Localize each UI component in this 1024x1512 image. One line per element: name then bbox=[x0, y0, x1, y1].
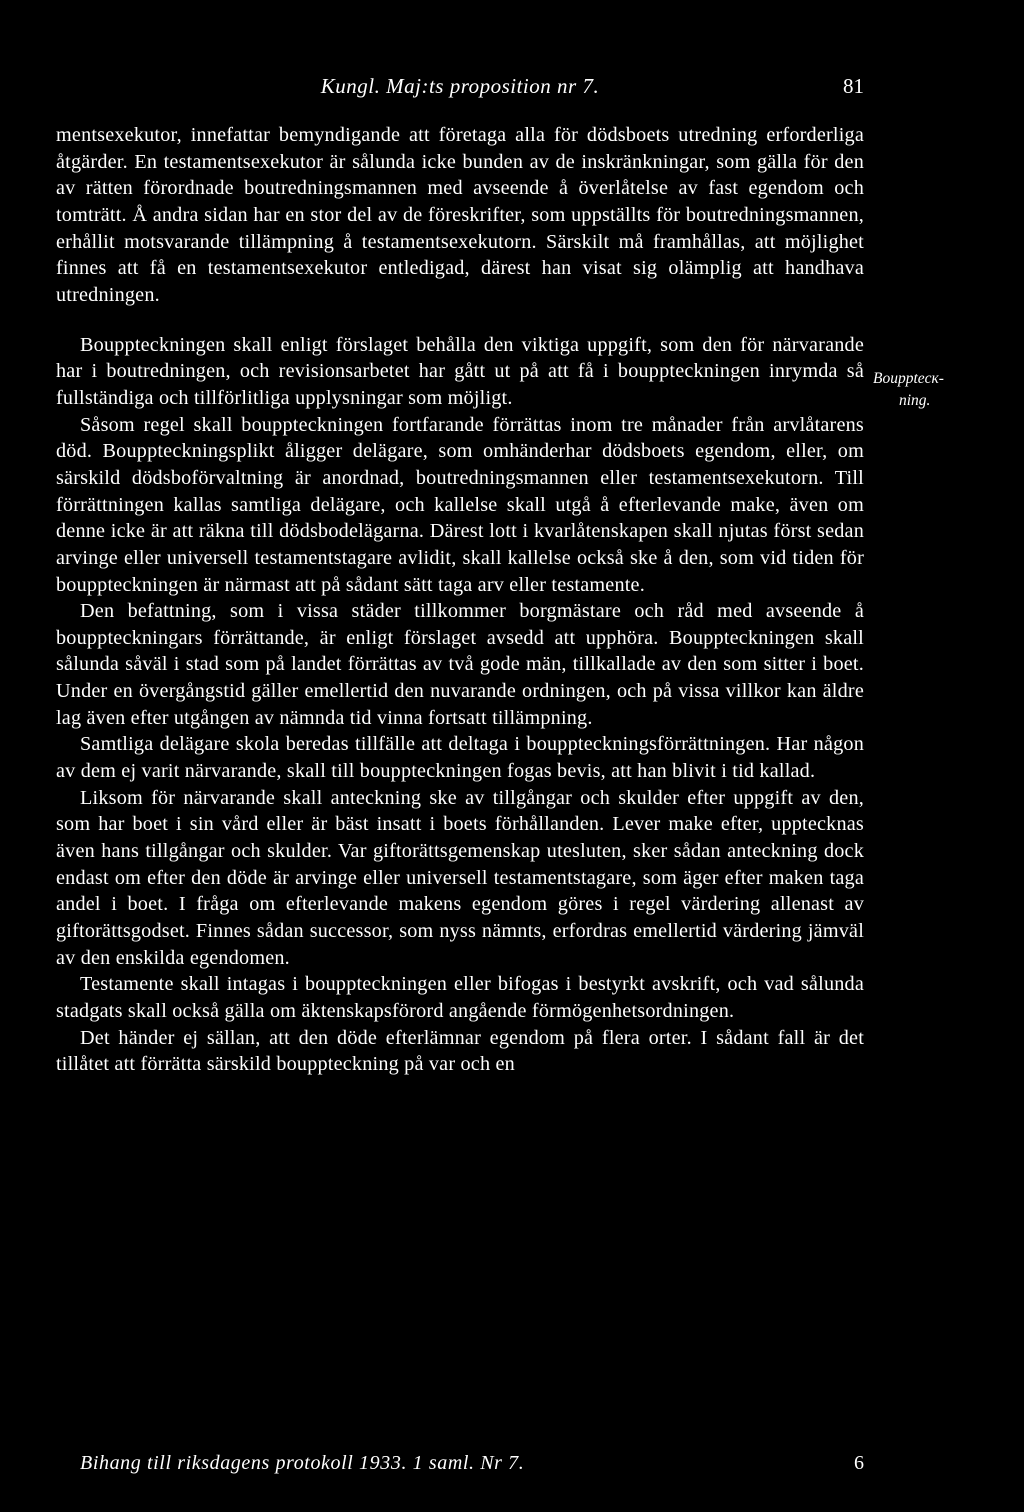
paragraph-bouppteckning-intro: Bouppteckningen skall enligt förslaget behålla den viktiga uppgift, som den för närvarande har i boutredningen, och revisionsarbetet har gått ut på att få i bouppteckningen inrymda så fullständiga och tillförlitliga upplysningar som möjligt. bbox=[56, 333, 864, 409]
margin-note-line2: ning. bbox=[899, 392, 931, 409]
running-header bbox=[56, 74, 864, 108]
margin-note bbox=[873, 368, 983, 412]
paragraph-forrattning: Den befattning, som i vissa städer tillkommer borgmästare och råd med avseende å bouppteckningars förrättande, är enligt förslaget avsedd att upphöra. Bouppteckningen skall sålunda såväl i stad som på landet förrättas av två gode män, tillkallade av den som sitter i boet. Under en övergångstid gäller emellertid den nuvarande ordningen, och på vissa villkor kan äldre lag även efter utgången av nämnda tid vinna fortsatt tillämpning. bbox=[56, 600, 864, 729]
paragraph-tidsfrist: Såsom regel skall bouppteckningen fortfarande förrättas inom tre månader från arvlåtarens död. Bouppteckningsplikt åligger delägare, som omhänderhar dödsboets egendom, eller, om särskild dödsboförvaltning är anordnad, boutredningsmannen eller testamentsexekutorn. Till förrättningen kallas samtliga delägare, och kallelse skall utgå å efterlevande make, även om denne icke är att räkna till dödsbodelägarna. Därest lott i kvarlåtenskapen skall njutas först sedan arvinge eller universell testamentstagare avlidit, skall kallelse också ske å den, som vid tiden för bouppteckningen är närmast att på sådant sätt taga arv eller testamente. bbox=[56, 413, 864, 596]
paragraph-testamente: Testamente skall intagas i bouppteckningen eller bifogas i bestyrkt avskrift, och vad sålunda stadgats skall också gälla om äktenskapsförord angående förmögenhetsordningen. bbox=[56, 973, 864, 1022]
footer-reference: Bihang till riksdagens protokoll 1933. 1 saml. Nr 7. bbox=[80, 1452, 525, 1474]
header-title: Kungl. Maj:ts proposition nr 7. bbox=[320, 74, 600, 98]
page-footer bbox=[56, 1452, 864, 1482]
page-number: 81 bbox=[843, 74, 864, 98]
body-text bbox=[56, 122, 864, 1078]
paragraph-anteckning: Liksom för närvarande skall anteckning ske av tillgångar och skulder efter uppgift av den, som har boet i sin vård eller är bäst insatt i boets förhållanden. Lever make efter, upptecknas även hans tillgångar och skulder. Var giftorättsgemenskap utesluten, sker sådan anteckning dock endast om efter den döde är arvinge eller universell testamentstagare, som äger efter maken taga andel i boet. I fråga om efterlevande makens egendom göres i regel värdering allenast av giftorättsgodset. Finnes sådan successor, som nyss nämnts, erfordras emellertid värdering jämväl av den enskilda egendomen. bbox=[56, 786, 864, 969]
footer-signature: 6 bbox=[854, 1452, 864, 1474]
margin-note-line1: Boupptecк- bbox=[873, 370, 944, 387]
paragraph-delagare: Samtliga delägare skola beredas tillfälle att deltaga i bouppteckningsförrättningen. Har någon av dem ej varit närvarande, skall till bouppteckningen fogas bevis, att han blivit i tid kallad. bbox=[56, 733, 864, 783]
paragraph-continuation: mentsexekutor, innefattar bemyndigande att företaga alla för dödsboets utredning erforderliga åtgärder. En testamentsexekutor är sålunda icke bunden av de inskränkningar, som gälla för den av rätten förordnade boutredningsmannen med avseende å överlåtelse av fast egendom och tomträtt. Å andra sidan har en stor del av de föreskrifter, som uppställts för boutredningsmannen, erhållit motsvarande tillämpning å testamentsexekutorn. Särskilt må framhållas, att möjlighet finnes att få en testamentsexekutor entledigad, därest han visat sig olämplig att handhava utredningen. bbox=[56, 124, 864, 306]
paragraph-flera-orter: Det händer ej sällan, att den döde efterlämnar egendom på flera orter. I sådant fall är det tillåtet att förrätta särskild bouppteckning på var och en bbox=[56, 1026, 864, 1076]
